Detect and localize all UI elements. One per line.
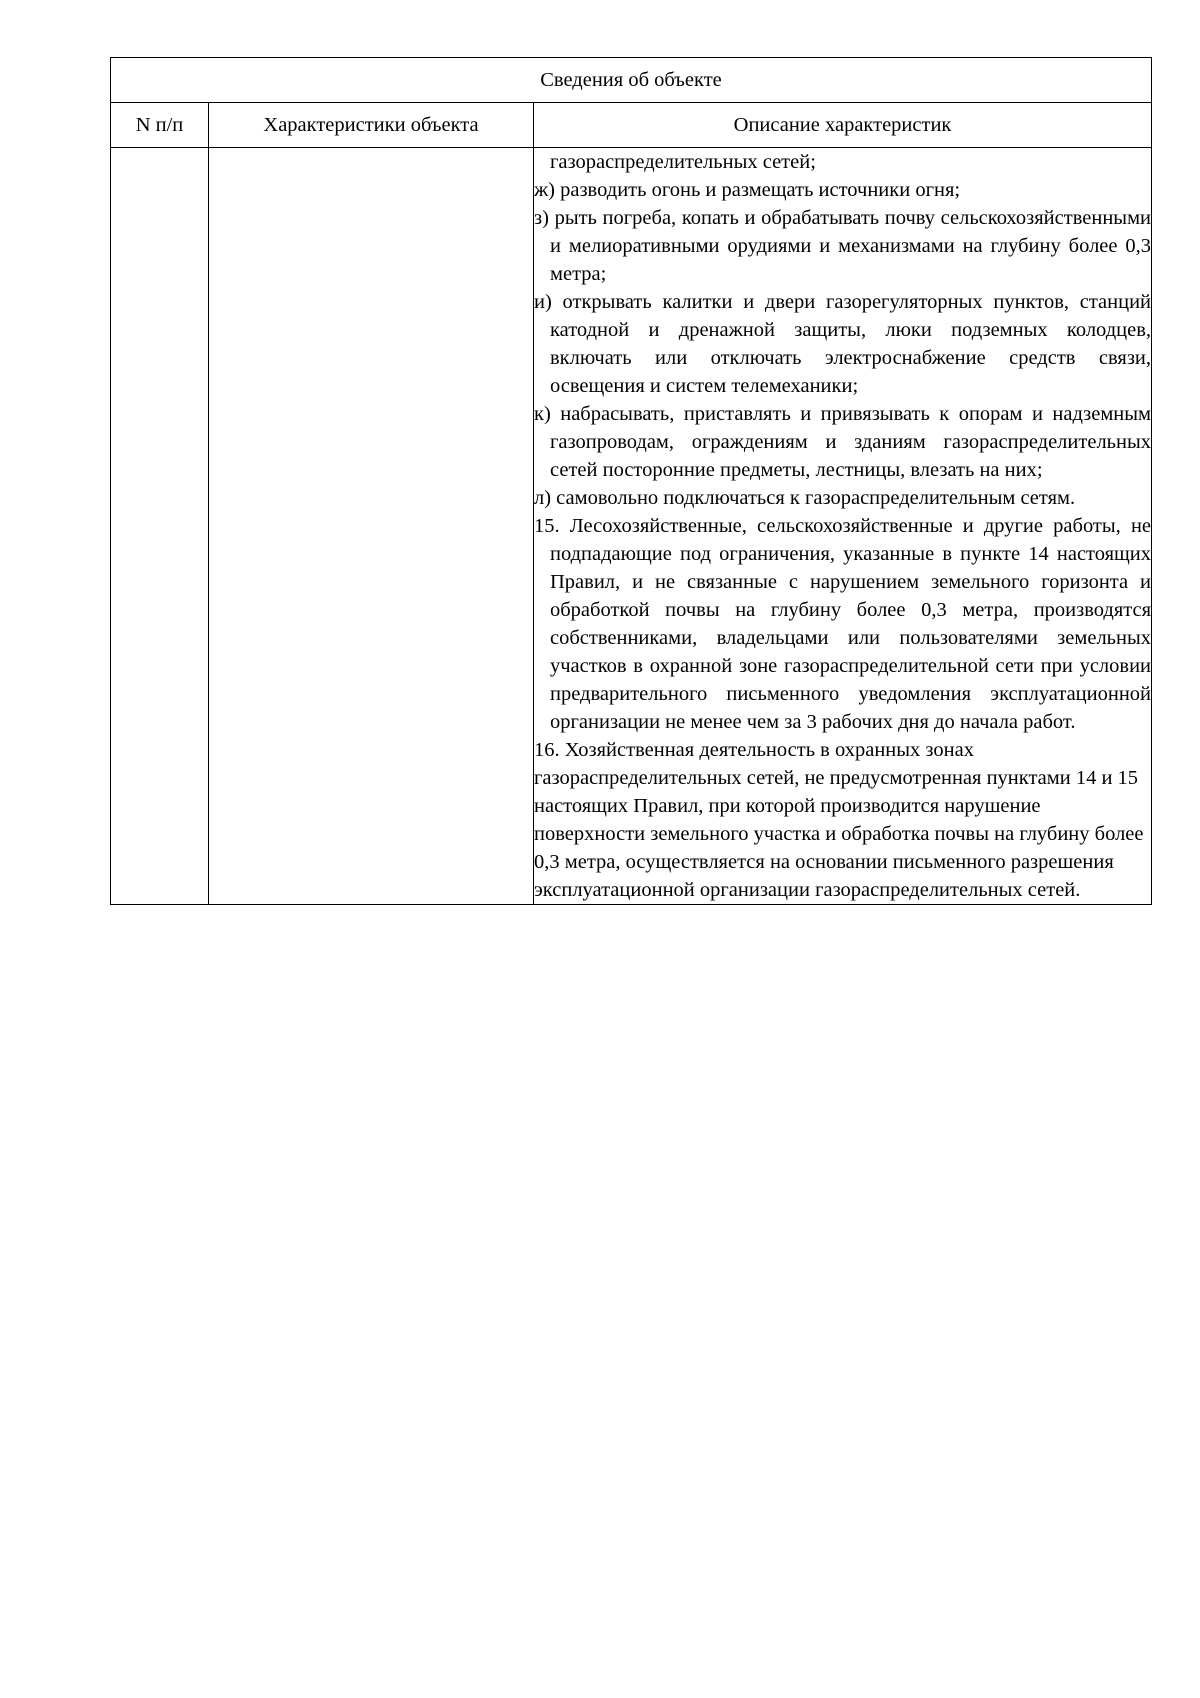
row-number-cell xyxy=(111,148,209,905)
column-header-number: N п/п xyxy=(111,103,209,148)
row-characteristics-cell xyxy=(209,148,534,905)
table-caption: Сведения об объекте xyxy=(111,58,1152,103)
description-item-i: и) открывать калитки и двери газорегуляторных пунктов, станций катодной и дренажной защиты, люки подземных колодцев, включать или отключать электроснабжение средств связи, освещения и систем телемеханики; xyxy=(534,291,1152,397)
column-header-characteristics: Характеристики объекта xyxy=(209,103,534,148)
table-caption-row xyxy=(111,58,1152,103)
description-paragraph-continuation: газораспределительных сетей; xyxy=(550,151,816,173)
description-point-16: 16. Хозяйственная деятельность в охранных зонах газораспределительных сетей, не предусмотренная пунктами 14 и 15 настоящих Правил, при которой производится нарушение поверхности земельного участка и обработка почвы на глубину более 0,3 метра, осуществляется на основании письменного разрешения эксплуатационной организации газораспределительных сетей. xyxy=(534,739,1144,901)
object-info-table xyxy=(110,57,1152,905)
table-header-row xyxy=(111,103,1152,148)
table-row xyxy=(111,148,1152,905)
description-item-zh: ж) разводить огонь и размещать источники огня; xyxy=(534,179,961,201)
description-point-15: 15. Лесохозяйственные, сельскохозяйственные и другие работы, не подпадающие под ограничения, указанные в пункте 14 настоящих Правил, и не связанные с нарушением земельного горизонта и обработкой почвы на глубину более 0,3 метра, производятся собственниками, владельцами или пользователями земельных участков в охранной зоне газораспределительной сети при условии предварительного письменного уведомления эксплуатационной организации не менее чем за 3 рабочих дня до начала работ. xyxy=(534,515,1152,733)
column-header-description: Описание характеристик xyxy=(534,103,1152,148)
description-item-l: л) самовольно подключаться к газораспределительным сетям. xyxy=(534,487,1076,509)
description-item-k: к) набрасывать, приставлять и привязывать к опорам и надземным газопроводам, ограждениям и зданиям газораспределительных сетей посторонние предметы, лестницы, влезать на них; xyxy=(534,403,1152,481)
row-description-cell xyxy=(534,148,1152,905)
description-item-z: з) рыть погреба, копать и обрабатывать почву сельскохозяйственными и мелиоративными орудиями и механизмами на глубину более 0,3 метра; xyxy=(534,207,1152,285)
